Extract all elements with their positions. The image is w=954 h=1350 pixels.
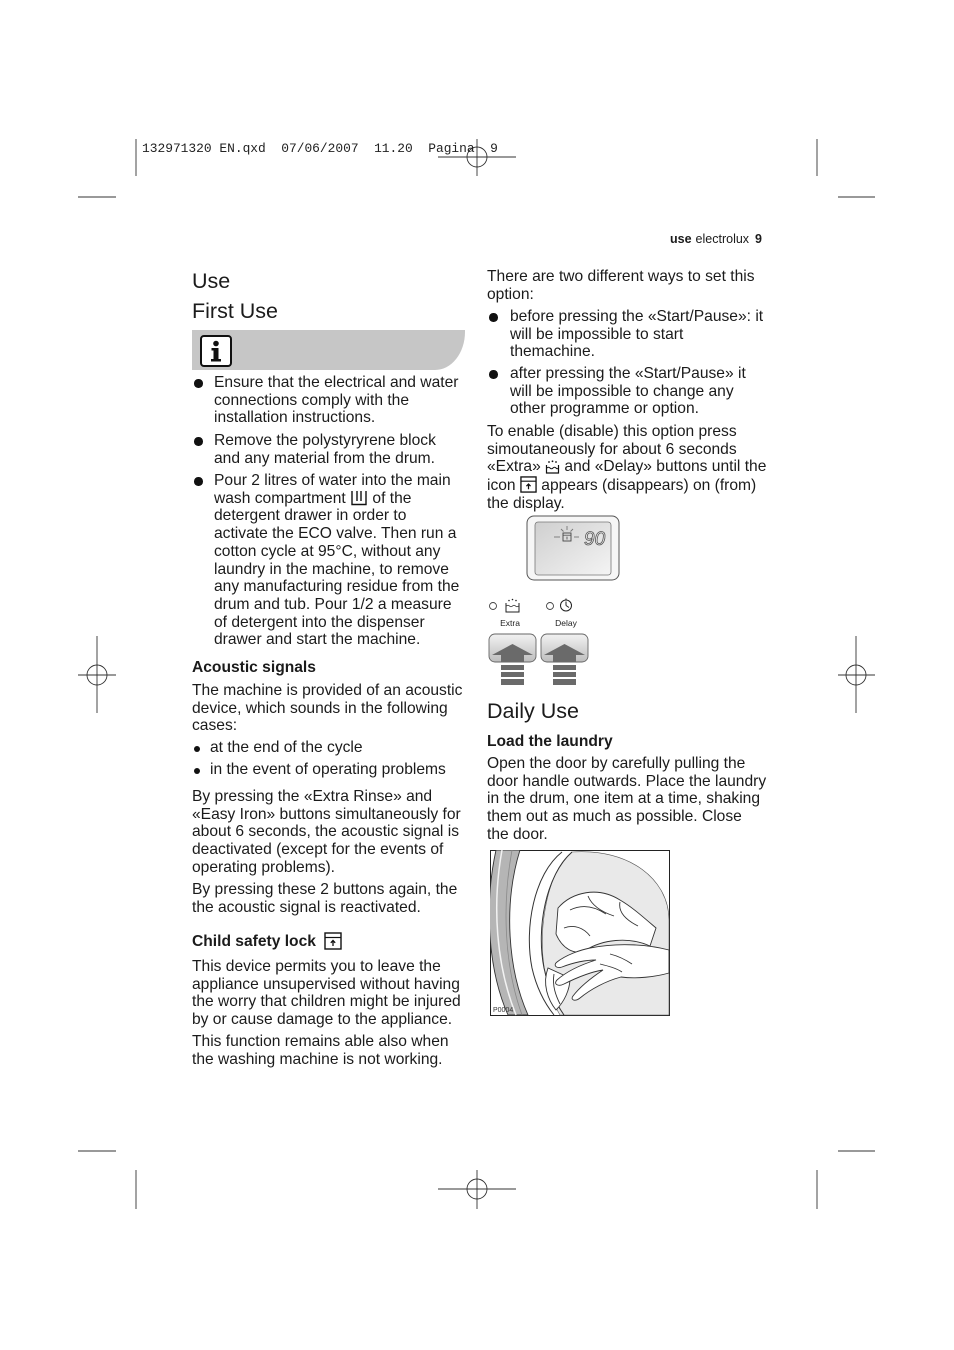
bullet-text	[214, 472, 476, 649]
bullet-dot	[194, 379, 203, 388]
extra-indicator-led	[490, 603, 497, 610]
running-header-section: use	[670, 232, 692, 246]
acoustic-case	[192, 761, 472, 779]
child-lock-method	[487, 308, 777, 361]
acoustic-deactivate-text: By pressing the «Extra Rinse» and «Easy Iron» buttons simultaneously for about 6 seconds, the acoustic signal is deactivated (except for the events of operating problems).	[192, 788, 461, 876]
bullet-text-part: of the detergent drawer in order to activate the ECO valve. Then run a cotton cycle at 95°C, without any laundry in the machine, to remove any manufacturing residue from the drum and tub. Pour 1/2 a measure of detergent into the dispenser drawer and start the machine.	[214, 489, 460, 649]
acoustic-signals-intro: The machine is provided of an acoustic device, which sounds in the following cases:	[192, 682, 463, 735]
child-safety-lock-heading	[192, 932, 342, 951]
delay-button-label: Delay	[555, 618, 577, 628]
child-lock-purpose-text: This device permits you to leave the appliance unsupervised without having the worry that children might be injured by or cause damage to the appliance.	[192, 958, 461, 1029]
extra-button-group	[489, 599, 536, 685]
acoustic-case-text: in the event of operating problems	[210, 761, 446, 778]
bullet-dot	[194, 437, 203, 446]
extra-button-label: Extra	[500, 618, 520, 628]
bullet-dot	[489, 313, 498, 322]
enable-text-part: To enable (disable) this option press simoutaneously for about 6 seconds «Extra»	[487, 423, 737, 476]
first-use-bullet	[192, 472, 482, 649]
first-use-bullet	[192, 432, 482, 467]
figure-label: P0004	[493, 1007, 514, 1014]
bullet-dot	[194, 746, 200, 752]
print-slug: 132971320 EN.qxd 07/06/2007 11.20 Pagina 9	[142, 141, 498, 156]
bullet-dot	[489, 370, 498, 379]
child-lock-note-text: This function remains able also when the washing machine is not working.	[192, 1033, 449, 1068]
first-use-bullet	[192, 374, 482, 427]
enable-text-part: and «Delay» buttons until the icon	[487, 458, 767, 495]
registration-mark-left	[78, 636, 116, 713]
daily-use-title: Daily Use	[487, 699, 579, 723]
child-lock-setting-intro: There are two different ways to set this option:	[487, 268, 755, 303]
control-panel-figure	[487, 512, 622, 690]
registration-mark-right	[838, 636, 875, 713]
main-wash-compartment-icon	[350, 490, 368, 506]
registration-mark-bottom	[438, 1170, 516, 1209]
acoustic-reactivate-text: By pressing these 2 buttons again, the the acoustic signal is reactivated.	[192, 881, 458, 916]
child-lock-method-text: after pressing the «Start/Pause» it will be impossible to change any other programme or option.	[510, 365, 746, 418]
acoustic-case	[192, 739, 472, 757]
bullet-text: Remove the polystyryrene block and any material from the drum.	[214, 432, 436, 467]
section-title: Use	[192, 269, 231, 293]
bullet-dot	[194, 768, 200, 774]
load-laundry-figure	[490, 850, 670, 1016]
first-use-title: First Use	[192, 299, 278, 323]
child-lock-method	[487, 365, 777, 418]
child-lock-icon	[324, 932, 342, 950]
extra-rinse-icon	[506, 599, 519, 612]
note-bar	[192, 330, 465, 370]
running-header	[600, 231, 762, 247]
child-lock-method-text: before pressing the «Start/Pause»: it will be impossible to start themachine.	[510, 308, 764, 361]
page-number: 9	[755, 232, 762, 246]
bullet-text-part: Pour 2 litres of water into the main wash compartment	[214, 472, 451, 507]
child-lock-enable-text	[487, 423, 772, 513]
load-laundry-heading: Load the laundry	[487, 733, 613, 750]
running-header-brand: electrolux	[695, 232, 750, 246]
info-icon	[200, 335, 232, 367]
acoustic-signals-heading: Acoustic signals	[192, 659, 316, 676]
bullet-text: Ensure that the electrical and water connections comply with the installation instructions.	[214, 374, 459, 427]
info-icon-glyph	[202, 337, 230, 365]
bullet-dot	[194, 477, 203, 486]
load-laundry-text: Open the door by carefully pulling the door handle outwards. Place the laundry in the drum, one item at a time, shaking them out as much as possible. Close the door.	[487, 755, 767, 843]
display-panel	[527, 516, 619, 580]
child-lock-icon	[520, 476, 537, 493]
enable-text-part: appears (disappears) on (from) the display.	[487, 477, 757, 512]
clock-icon	[561, 599, 572, 612]
acoustic-case-text: at the end of the cycle	[210, 739, 363, 756]
delay-button-group	[541, 599, 588, 686]
extra-rinse-icon	[545, 460, 560, 474]
child-safety-lock-heading-text: Child safety lock	[192, 933, 316, 950]
display-readout: 90	[584, 529, 606, 550]
delay-indicator-led	[547, 603, 554, 610]
